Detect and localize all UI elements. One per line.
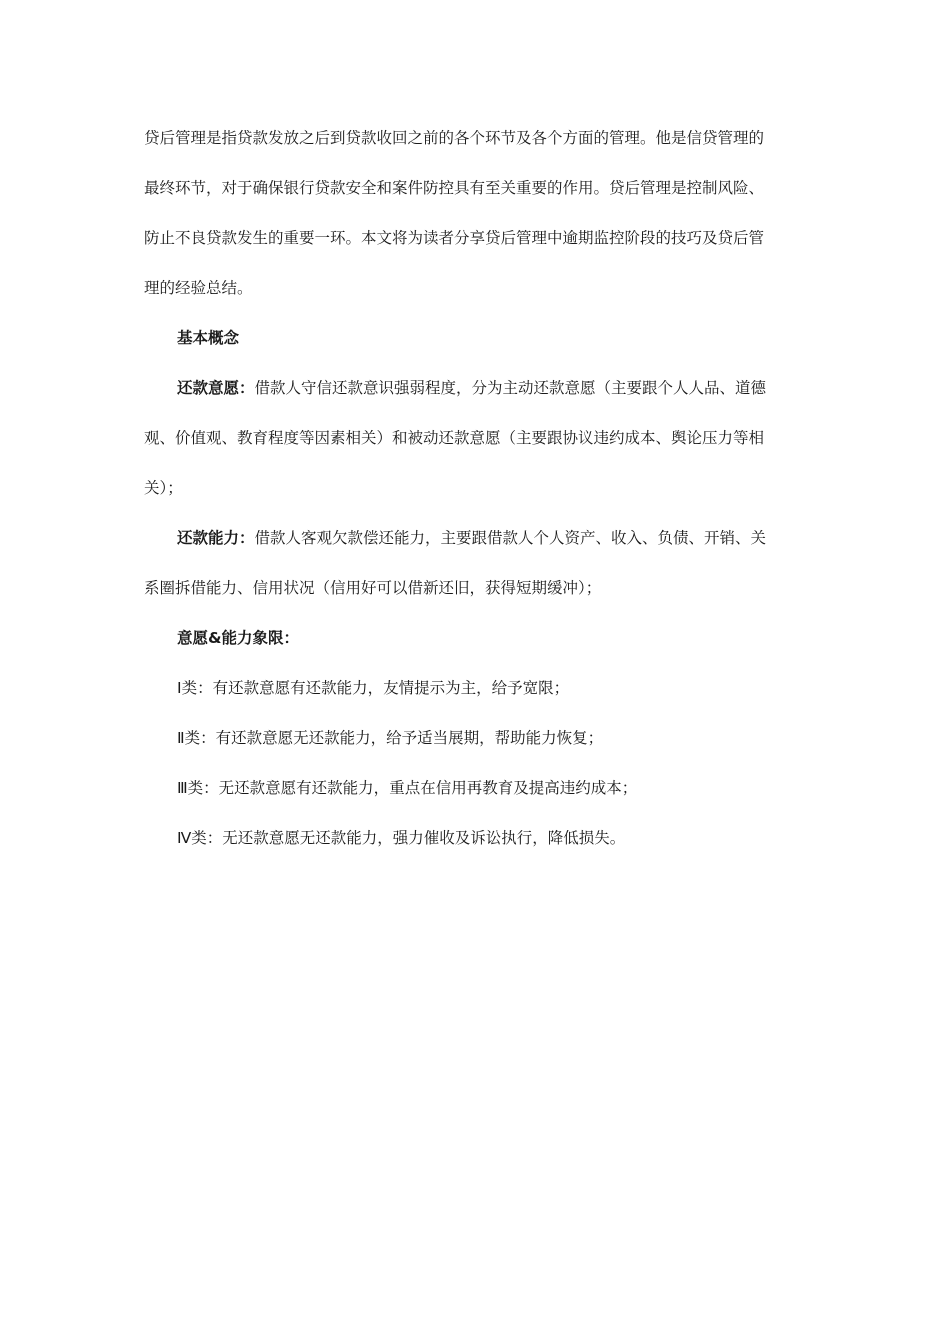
ability-line-2: 系圈拆借能力、信用状况（信用好可以借新还旧，获得短期缓冲）；: [144, 579, 602, 597]
quadrant-item-2: Ⅱ类：有还款意愿无还款能力，给予适当展期，帮助能力恢复；: [177, 729, 604, 747]
intro-line-4: 理的经验总结。: [144, 279, 253, 297]
willingness-label: 还款意愿：: [177, 379, 255, 397]
quadrant-item-4: Ⅳ类：无还款意愿无还款能力，强力催收及诉讼执行，降低损失。: [177, 829, 626, 847]
ability-label: 还款能力：: [177, 529, 255, 547]
willingness-line-2: 观、价值观、教育程度等因素相关）和被动还款意愿（主要跟协议违约成本、舆论压力等相: [144, 429, 765, 447]
ability-line-1: [144, 521, 808, 571]
document-body: [144, 121, 808, 871]
section-title: 基本概念: [177, 329, 240, 347]
ability-text-1: 借款人客观欠款偿还能力，主要跟借款人个人资产、收入、负债、开销、关: [254, 529, 767, 547]
quadrant-item-3: Ⅲ类：无还款意愿有还款能力，重点在信用再教育及提高违约成本；: [177, 779, 638, 797]
willingness-text-1: 借款人守信还款意识强弱程度，分为主动还款意愿（主要跟个人人品、道德: [254, 379, 767, 397]
willingness-line-1: [144, 371, 808, 421]
intro-line-2: 最终环节，对于确保银行贷款安全和案件防控具有至关重要的作用。贷后管理是控制风险、: [144, 179, 765, 197]
quadrant-title: 意愿&能力象限：: [177, 629, 300, 647]
quadrant-item-1: Ⅰ类：有还款意愿有还款能力，友情提示为主，给予宽限；: [177, 679, 570, 697]
willingness-line-3: 关）；: [144, 479, 183, 497]
intro-line-1: 贷后管理是指贷款发放之后到贷款收回之前的各个环节及各个方面的管理。他是信贷管理的: [144, 129, 765, 147]
intro-line-3: 防止不良贷款发生的重要一环。本文将为读者分享贷后管理中逾期监控阶段的技巧及贷后管: [144, 229, 765, 247]
